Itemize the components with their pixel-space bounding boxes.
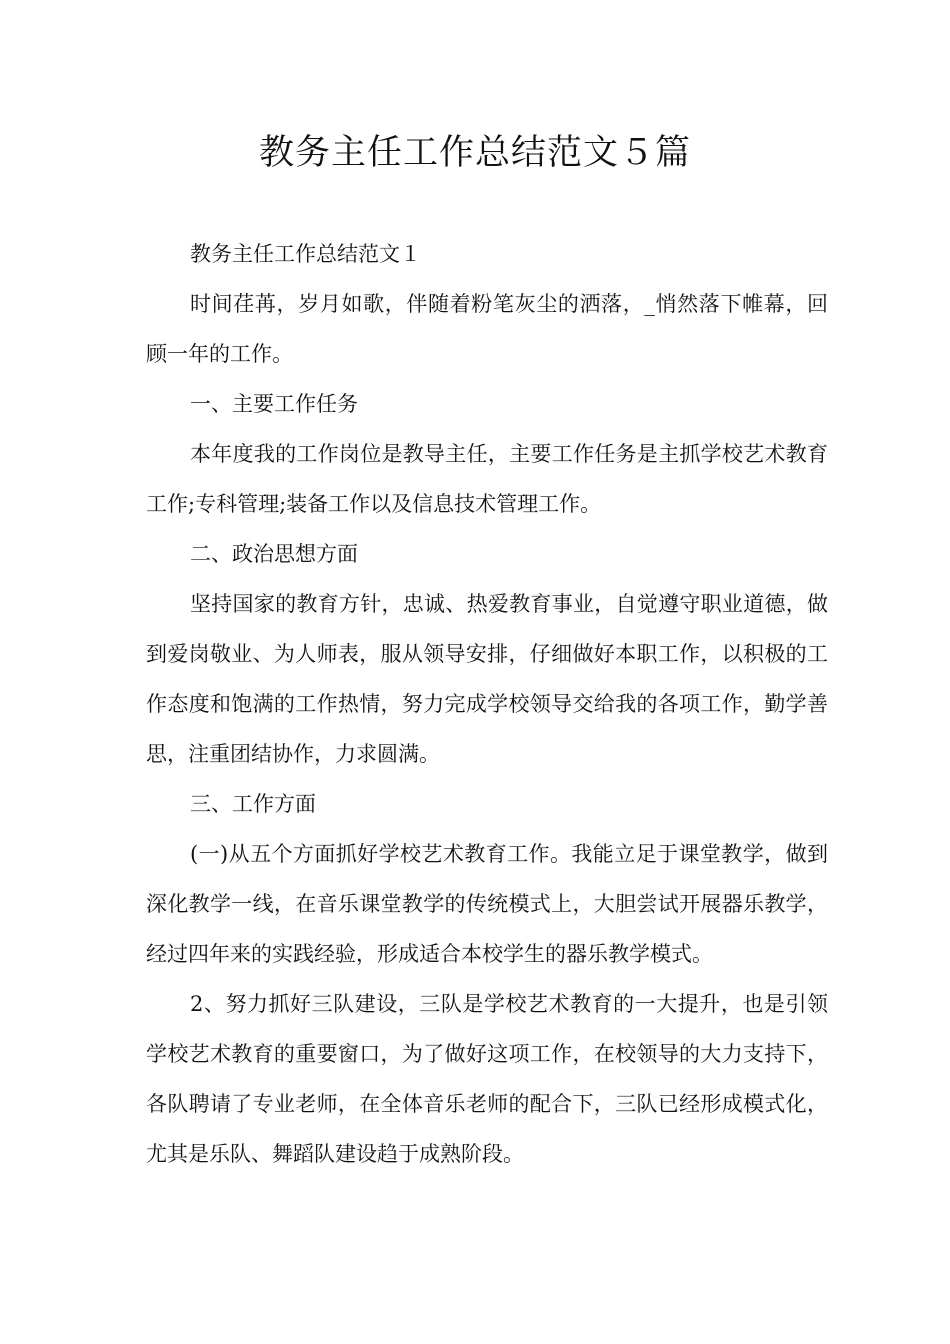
- heading-political-thought: 二、政治思想方面: [190, 542, 358, 566]
- heading-work-aspects: 三、工作方面: [190, 792, 316, 816]
- paragraph-political-thought: 坚持国家的教育方针，忠诚、热爱教育事业，自觉遵守职业道德，做到爱岗敬业、为人师表，服从领导安排，仔细做好本职工作，以积极的工作态度和饱满的工作热情，努力完成学校领导交给我的各项工作，勤学善思，注重团结协作，力求圆满。: [146, 592, 828, 766]
- heading-main-tasks: 一、主要工作任务: [190, 392, 358, 416]
- paragraph-three-teams: 2、努力抓好三队建设，三队是学校艺术教育的一大提升，也是引领学校艺术教育的重要窗口，为了做好这项工作，在校领导的大力支持下，各队聘请了专业老师，在全体音乐老师的配合下，三队已经形成模式化，尤其是乐队、舞蹈队建设趋于成熟阶段。: [146, 992, 828, 1166]
- section-subtitle: 教务主任工作总结范文１: [190, 242, 421, 266]
- paragraph-intro: 时间荏苒，岁月如歌，伴随着粉笔灰尘的洒落，_悄然落下帷幕，回顾一年的工作。: [146, 292, 828, 366]
- paragraph-art-education: (一)从五个方面抓好学校艺术教育工作。我能立足于课堂教学，做到深化教学一线，在音乐课堂教学的传统模式上，大胆尝试开展器乐教学，经过四年来的实践经验，形成适合本校学生的器乐教学模式。: [146, 842, 828, 966]
- document-body: [146, 229, 828, 1179]
- document-title: 教务主任工作总结范文５篇: [258, 133, 691, 173]
- paragraph-main-tasks: 本年度我的工作岗位是教导主任，主要工作任务是主抓学校艺术教育工作;专科管理;装备工作以及信息技术管理工作。: [146, 442, 828, 516]
